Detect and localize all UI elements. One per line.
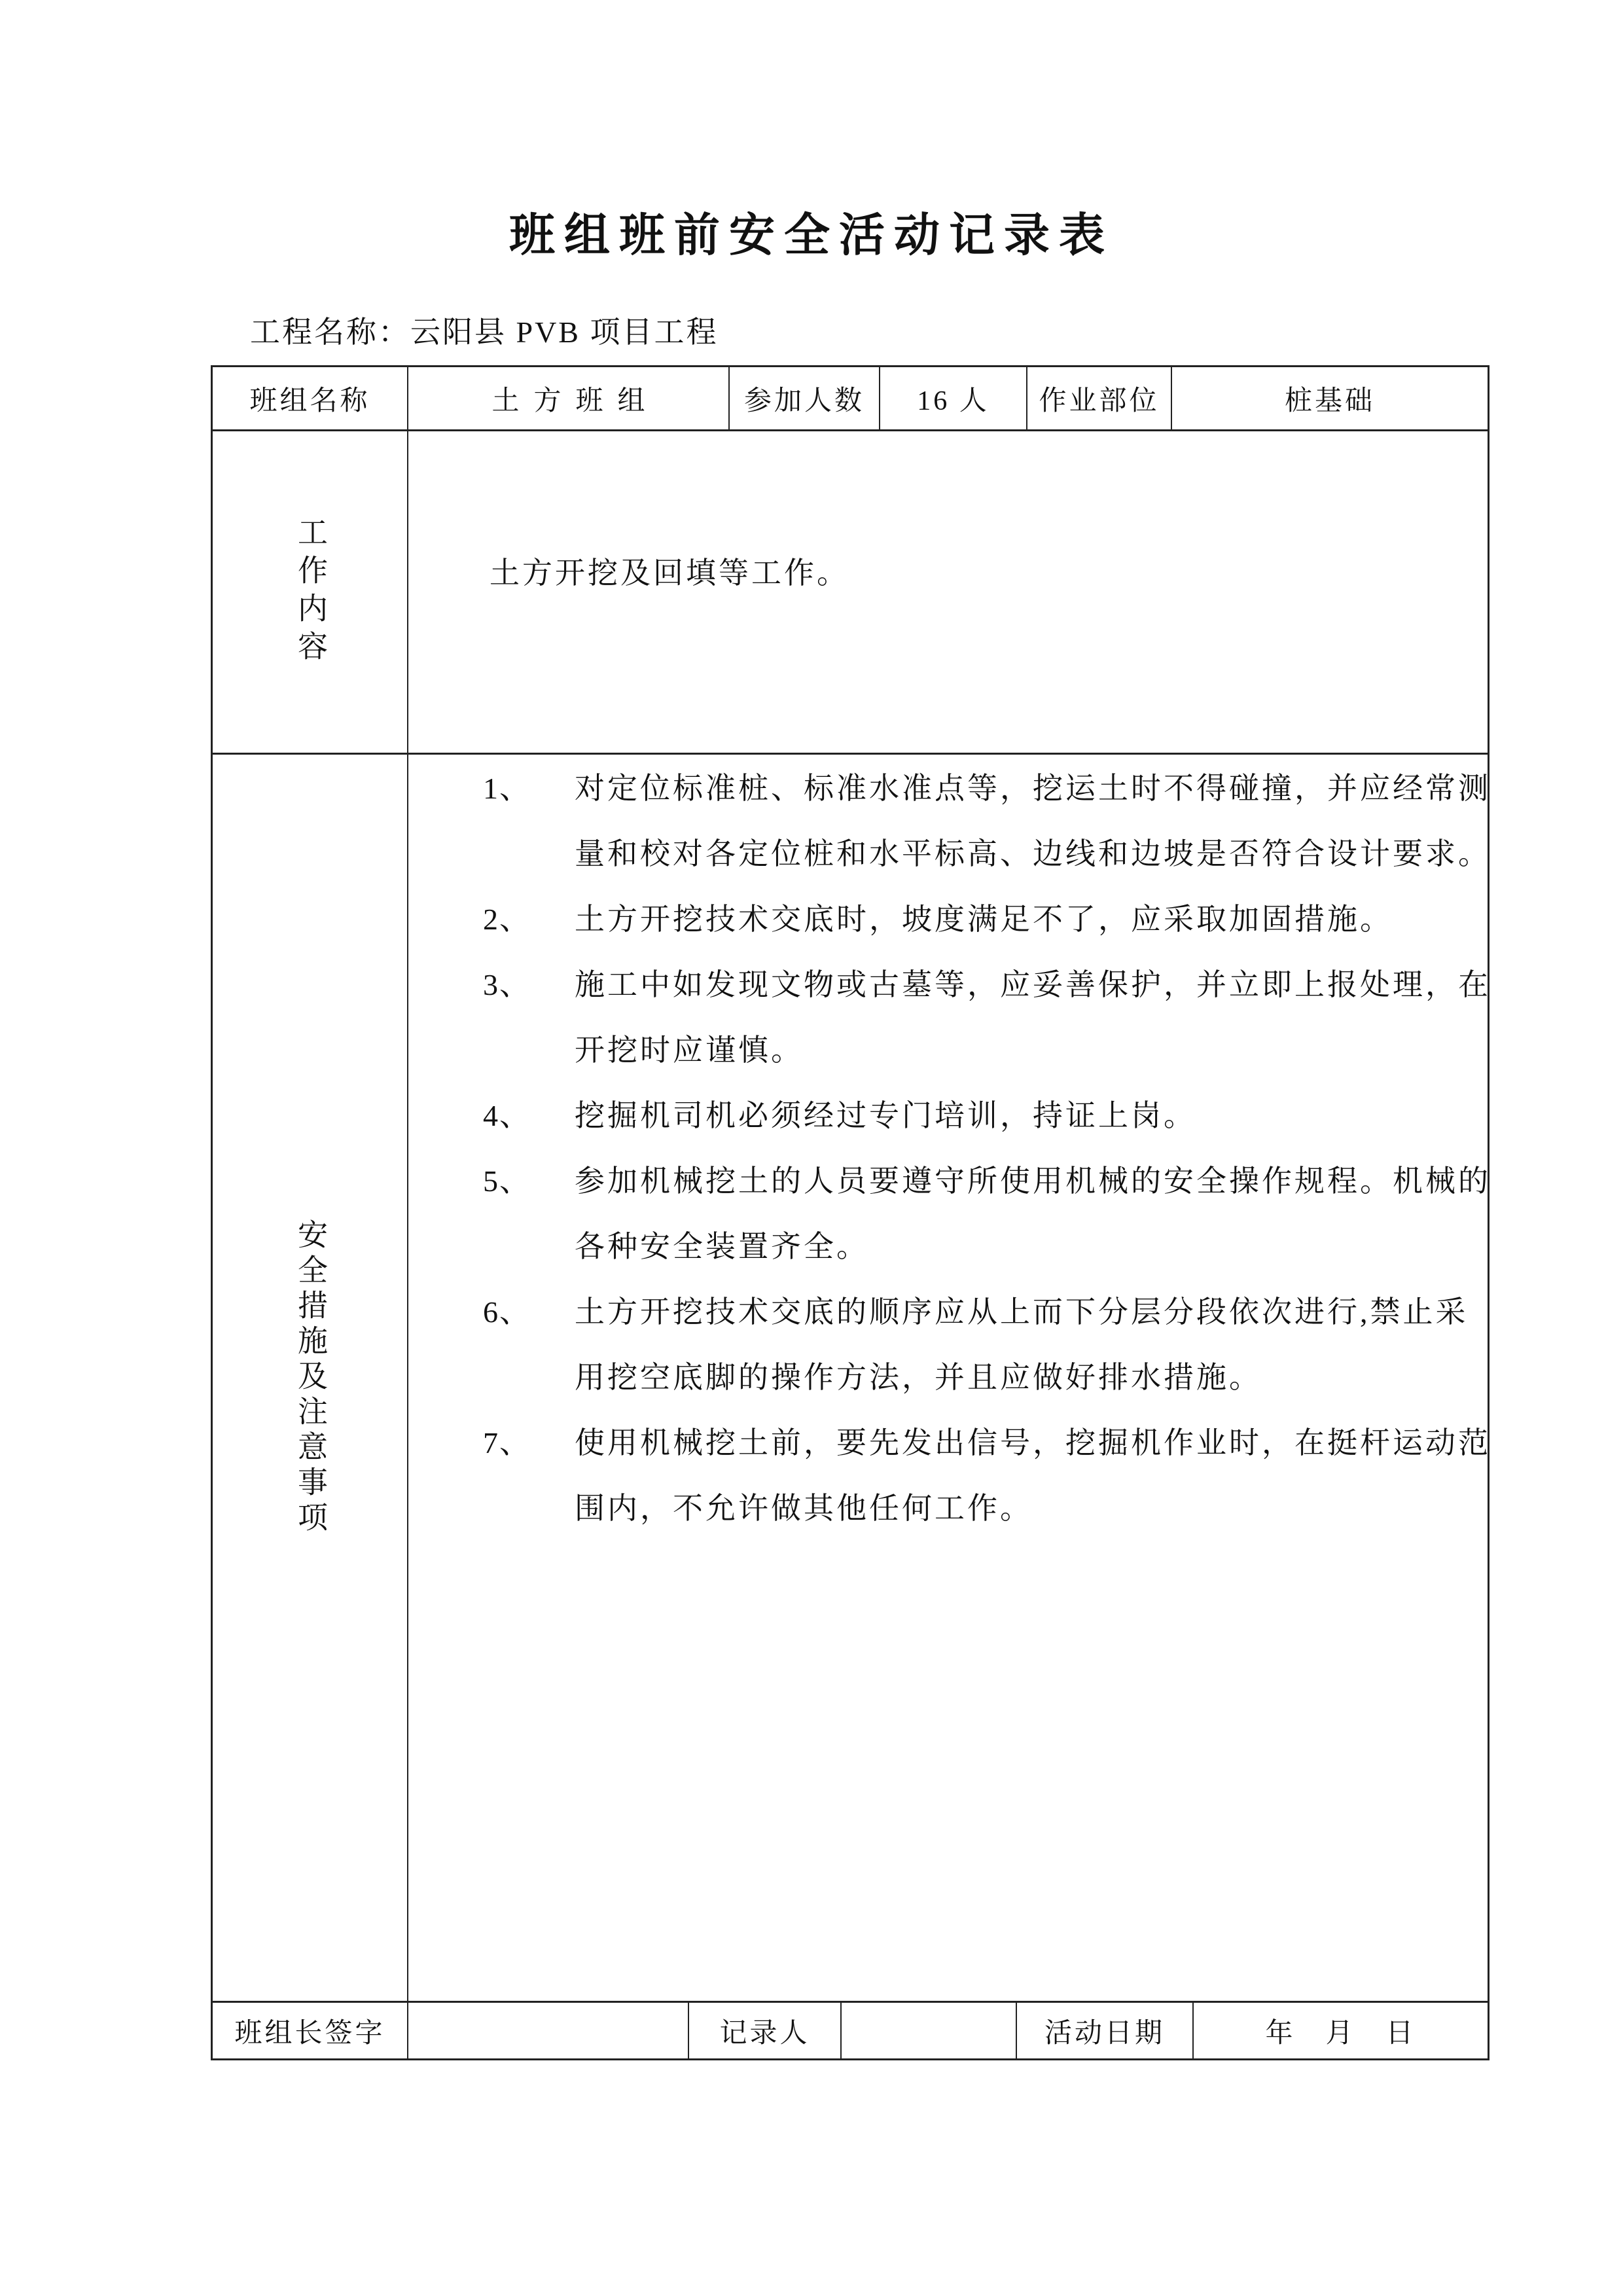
item-line: 开挖时应谨慎。 — [575, 1033, 804, 1067]
item-line: 围内，不允许做其他任何工作。 — [575, 1492, 1033, 1525]
safety-item — [483, 1410, 1491, 1541]
item-line: 土方开挖技术交底的顺序应从上而下分层分段依次进行,禁止采 — [575, 1295, 1469, 1329]
item-lines — [575, 1280, 1491, 1410]
safety-label: 安全措施及注意事项 — [293, 1219, 327, 1537]
item-lines — [575, 1410, 1491, 1541]
safety-item — [483, 1280, 1491, 1410]
item-number: 1、 — [483, 772, 531, 805]
participant-count-value: 16 人 — [879, 367, 1026, 429]
safety-item — [483, 756, 1491, 887]
item-line: 用挖空底脚的操作方法，并且应做好排水措施。 — [575, 1361, 1262, 1394]
item-line: 各种安全装置齐全。 — [575, 1230, 869, 1263]
item-line: 对定位标准桩、标准水准点等，挖运土时不得碰撞，并应经常测 — [575, 772, 1491, 805]
item-lines — [575, 756, 1491, 887]
item-number: 7、 — [483, 1426, 531, 1460]
safety-item — [483, 887, 1491, 952]
team-name-label: 班组名称 — [249, 386, 370, 416]
header-row — [213, 367, 1488, 429]
safety-items-cell — [407, 755, 1491, 2001]
safety-measures-row — [213, 753, 1491, 2001]
project-name-line: 工程名称：云阳县 PVB 项目工程 — [250, 315, 719, 349]
work-content-text: 土方开挖及回填等工作。 — [490, 556, 849, 590]
leader-signature-value — [407, 2003, 688, 2058]
item-number: 5、 — [483, 1164, 531, 1198]
item-lines — [575, 952, 1491, 1083]
item-line: 量和校对各定位桩和水平标高、边线和边坡是否符合设计要求。 — [575, 837, 1491, 870]
item-lines — [575, 1149, 1491, 1280]
item-line: 参加机械挖土的人员要遵守所使用机械的安全操作规程。机械的 — [575, 1164, 1491, 1198]
item-line: 施工中如发现文物或古墓等，应妥善保护，并立即上报处理，在 — [575, 968, 1491, 1001]
item-line: 土方开挖技术交底时，坡度满足不了，应采取加固措施。 — [575, 903, 1393, 936]
recorder-label: 记录人 — [688, 2003, 840, 2058]
activity-date-value: 年 月 日 — [1192, 2003, 1488, 2058]
safety-item — [483, 1083, 1491, 1149]
work-content-label: 工作内容 — [293, 516, 327, 668]
item-number: 2、 — [483, 903, 531, 936]
item-line: 挖掘机司机必须经过专门培训，持证上岗。 — [575, 1099, 1196, 1132]
activity-date-label: 活动日期 — [1016, 2003, 1192, 2058]
safety-label-cell — [213, 755, 407, 2001]
work-location-label: 作业部位 — [1026, 367, 1171, 429]
recorder-value — [840, 2003, 1016, 2058]
work-content-label-cell — [213, 431, 407, 753]
page-title: 班组班前安全活动记录表 — [509, 211, 1114, 261]
item-number: 4、 — [483, 1099, 531, 1132]
work-content-cell — [407, 431, 1488, 753]
item-line: 使用机械挖土前，要先发出信号，挖掘机作业时，在挺杆运动范 — [575, 1426, 1491, 1460]
leader-signature-label: 班组长签字 — [234, 2018, 385, 2049]
item-lines — [575, 1083, 1491, 1149]
work-content-row — [213, 429, 1488, 753]
participant-count-label: 参加人数 — [728, 367, 879, 429]
signature-row — [213, 2001, 1488, 2058]
record-form-table — [211, 365, 1489, 2060]
item-lines — [575, 887, 1491, 952]
item-number: 6、 — [483, 1295, 531, 1329]
safety-item — [483, 952, 1491, 1083]
safety-item — [483, 1149, 1491, 1280]
team-name-value: 土方班组 — [407, 367, 728, 429]
item-number: 3、 — [483, 968, 531, 1001]
work-location-value: 桩基础 — [1171, 367, 1488, 429]
